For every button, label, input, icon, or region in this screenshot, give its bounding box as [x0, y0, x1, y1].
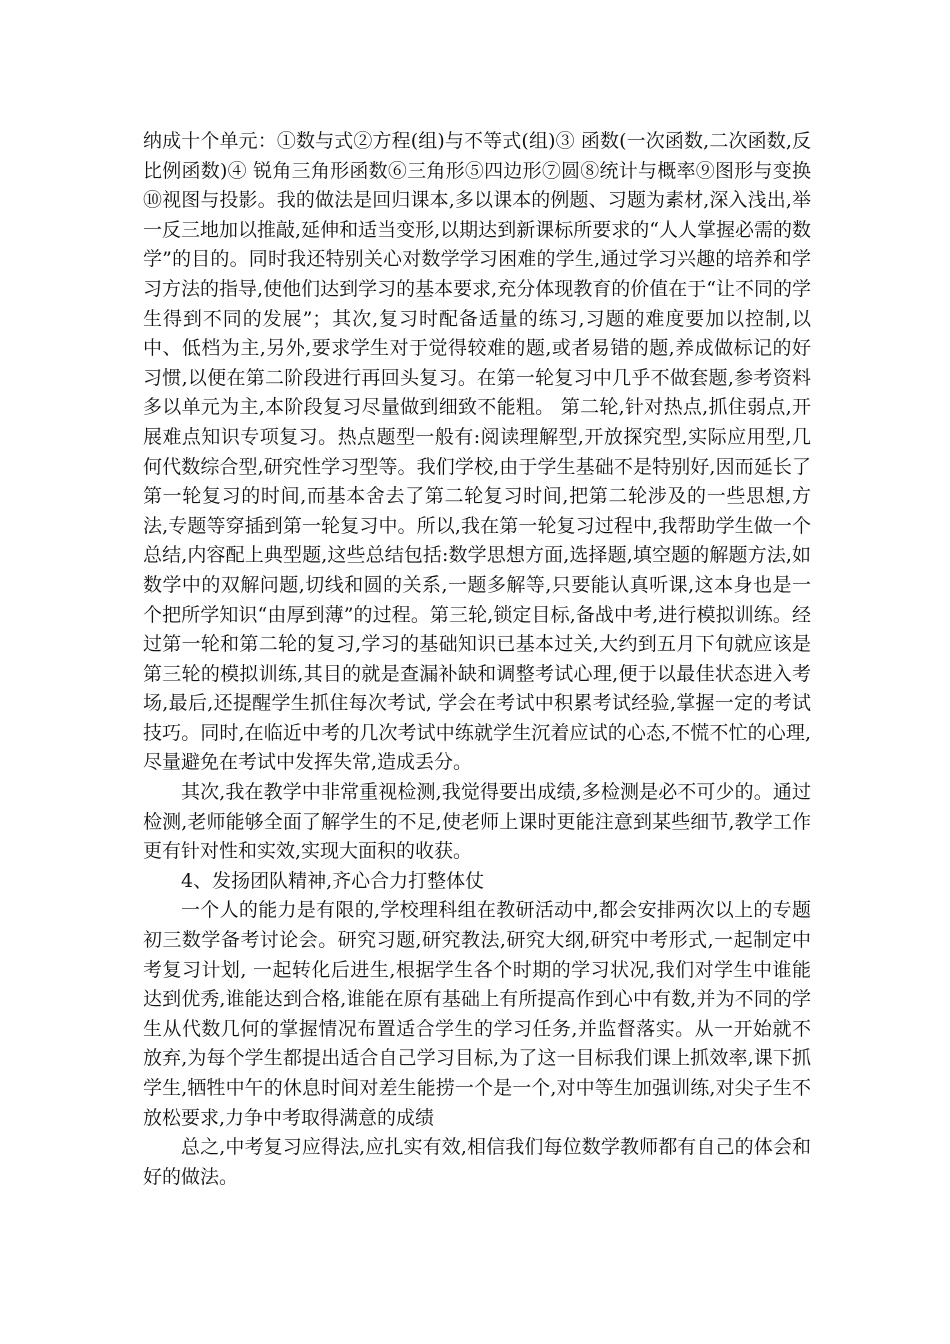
- paragraph-review-stages: 纳成十个单元：①数与式②方程(组)与不等式(组)③ 函数(一次函数,二次函数,反比例函数)④ 锐角三角形函数⑥三角形⑤四边形⑦圆⑧统计与概率⑨图形与变换⑩视图与投影。我的做法是回归课本,多以课本的例题、习题为素材,深入浅出,举一反三地加以推敲,延伸和适当变形,以期达到新课标所要求的“人人掌握必需的数学”的目的。同时我还特别关心对数学学习困难的学生,通过学习兴趣的培养和学习方法的指导,使他们达到学习的基本要求,充分体现教育的价值在于“让不同的学生得到不同的发展”；其次,复习时配备适量的练习,习题的难度要加以控制,以中、低档为主,另外,要求学生对于觉得较难的题,或者易错的题,养成做标记的好习惯,以便在第二阶段进行再回头复习。在第一轮复习中几乎不做套题,参考资料多以单元为主,本阶段复习尽量做到细致不能粗。 第二轮,针对热点,抓住弱点,开展难点知识专项复习。热点题型一般有:阅读理解型,开放探究型,实际应用型,几何代数综合型,研究性学习型等。我们学校,由于学生基础不是特别好,因而延长了第一轮复习的时间,而基本舍去了第二轮复习时间,把第二轮涉及的一些思想,方法,专题等穿插到第一轮复习中。所以,我在第一轮复习过程中,我帮助学生做一个总结,内容配上典型题,这些总结包括:数学思想方面,选择题,填空题的解题方法,如数学中的双解问题,切线和圆的关系,一题多解等,只要能认真听课,这本身也是一个把所学知识“由厚到薄”的过程。第三轮,锁定目标,备战中考,进行模拟训练。经过第一轮和第二轮的复习,学习的基础知识已基本过关,大约到五月下旬就应该是第三轮的模拟训练,其目的就是查漏补缺和调整考试心理,便于以最佳状态进入考场,最后,还提醒学生抓住每次考试, 学会在考试中积累考试经验,掌握一定的考试技巧。同时,在临近中考的几次考试中练就学生沉着应试的心态,不慌不忙的心理,尽量避免在考试中发挥失常,造成丢分。: [143, 130, 811, 774]
- paragraph-conclusion: 总之,中考复习应得法,应扎实有效,相信我们每位数学教师都有自己的体会和好的做法。: [143, 1136, 811, 1188]
- paragraph-testing: 其次,我在教学中非常重视检测,我觉得要出成绩,多检测是必不可少的。通过检测,老师能够全面了解学生的不足,使老师上课时更能注意到某些细节,教学工作更有针对性和实效,实现大面积的收获。: [143, 781, 811, 863]
- section-heading-teamwork: 4、发扬团队精神,齐心合力打整体仗: [181, 869, 485, 892]
- paragraph-teamwork: 一个人的能力是有限的,学校理科组在教研活动中,都会安排两次以上的专题初三数学备考讨论会。研究习题,研究教法,研究大纲,研究中考形式,一起制定中考复习计划, 一起转化后进生,根据学生各个时期的学习状况,我们对学生中谁能达到优秀,谁能达到合格,谁能在原有基础上有所提高作到心中有数,并为不同的学生从代数几何的掌握情况布置适合学生的学习任务,并监督落实。从一开始就不放弃,为每个学生都提出适合自己学习目标,为了这一目标我们课上抓效率,课下抓学生,牺牲中午的休息时间对差生能捞一个是一个,对中等生加强训练,对尖子生不放松要求,力争中考取得满意的成绩: [143, 899, 811, 1129]
- document-body: [143, 127, 811, 1192]
